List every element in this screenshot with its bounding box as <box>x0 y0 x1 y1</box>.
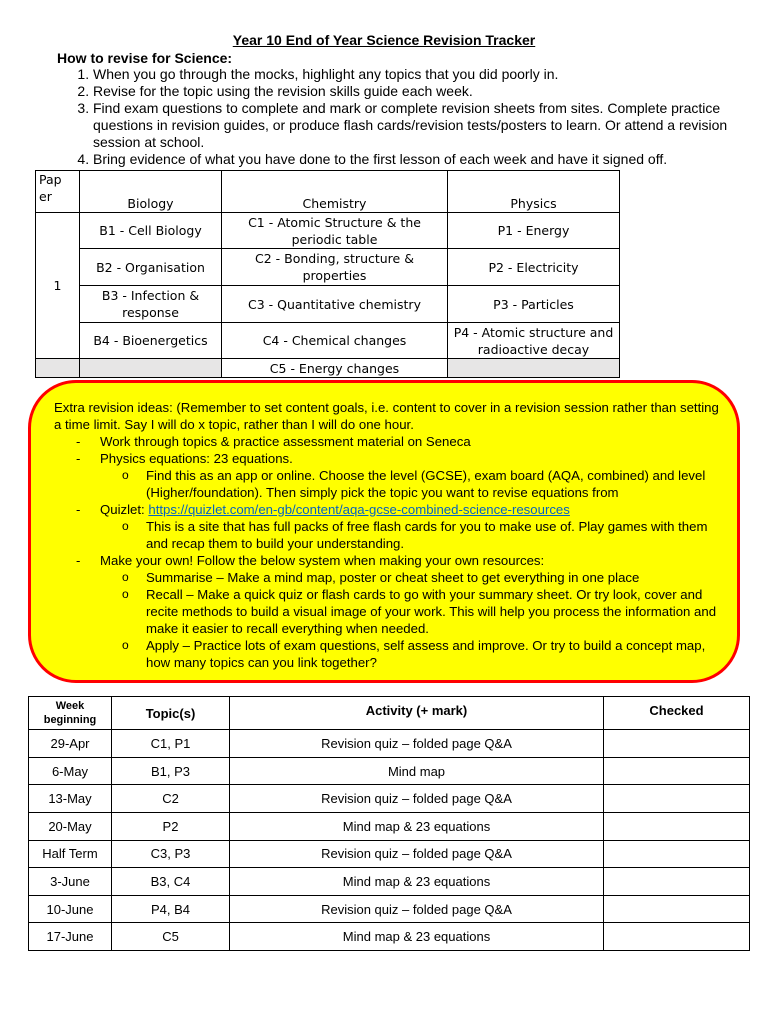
week-cell: 17-June <box>29 923 112 951</box>
extra-subitem: o Apply – Practice lots of exam questions, self assess and improve. Or try to build a concept map, how many topics can you link together? <box>54 637 724 671</box>
biology-topic: B1 - Cell Biology <box>80 213 222 249</box>
physics-topic: P4 - Atomic structure and radioactive decay <box>448 323 620 359</box>
activity-cell: Mind map & 23 equations <box>230 868 604 896</box>
topics-cell: C2 <box>112 785 230 813</box>
extra-item <box>54 501 724 518</box>
checked-cell[interactable] <box>604 895 750 923</box>
week-cell: Half Term <box>29 840 112 868</box>
biology-header: Biology <box>80 171 222 213</box>
extra-ideas-text <box>54 399 724 671</box>
physics-topic: P3 - Particles <box>448 286 620 323</box>
extra-item: - Make your own! Follow the below system when making your own resources: <box>54 552 724 569</box>
document-title: Year 10 End of Year Science Revision Tracker <box>232 32 536 48</box>
tracker-header-row <box>29 697 750 730</box>
week-cell: 6-May <box>29 757 112 785</box>
extra-subitem: o Find this as an app or online. Choose the level (GCSE), exam board (AQA, combined) and level (Higher/foundation). Then simply pick the topic you want to revise equations from <box>54 467 724 501</box>
checked-cell[interactable] <box>604 812 750 840</box>
chemistry-topic: C1 - Atomic Structure & the periodic table <box>222 213 448 249</box>
extra-subitem: o This is a site that has full packs of free flash cards for you to make use of. Play games with them and recap them to build your understanding. <box>54 518 724 552</box>
week-header: Week beginning <box>29 697 112 730</box>
activity-cell: Revision quiz – folded page Q&A <box>230 895 604 923</box>
activity-cell: Mind map & 23 equations <box>230 812 604 840</box>
tracker-row <box>29 757 750 785</box>
extra-item: - Physics equations: 23 equations. <box>54 450 724 467</box>
checked-cell[interactable] <box>604 923 750 951</box>
checked-cell[interactable] <box>604 730 750 758</box>
tracker-row <box>29 785 750 813</box>
physics-topic: P2 - Electricity <box>448 249 620 286</box>
extra-intro: Extra revision ideas: (Remember to set content goals, i.e. content to cover in a revision session rather than setting a time limit. Say I will do x topic, rather than I will do one hour. <box>54 400 719 432</box>
biology-topic: B4 - Bioenergetics <box>80 323 222 359</box>
tracker-row <box>29 840 750 868</box>
paper-header: Pap er <box>36 171 80 213</box>
quizlet-label: Quizlet: <box>100 502 149 517</box>
topics-cell: B3, C4 <box>112 868 230 896</box>
activity-cell: Revision quiz – folded page Q&A <box>230 785 604 813</box>
howto-step: 2. Revise for the topic using the revision skills guide each week. <box>93 83 753 100</box>
tracker-row <box>29 868 750 896</box>
extra-list <box>54 433 724 671</box>
biology-topic: B2 - Organisation <box>80 249 222 286</box>
extra-subitem: o Recall – Make a quick quiz or flash cards to go with your summary sheet. Or try look, cover and recite methods to build a visual image of your work. This will help you process the information and make it easier to recall everything when needed. <box>54 586 724 637</box>
quizlet-link[interactable]: https://quizlet.com/en-gb/content/aqa-gcse-combined-science-resources <box>148 502 570 517</box>
tracker-row <box>29 895 750 923</box>
chemistry-topic: C4 - Chemical changes <box>222 323 448 359</box>
curriculum-row <box>36 323 620 359</box>
tracker-row <box>29 923 750 951</box>
topics-cell: P2 <box>112 812 230 840</box>
topics-cell: P4, B4 <box>112 895 230 923</box>
week-cell: 29-Apr <box>29 730 112 758</box>
checked-cell[interactable] <box>604 785 750 813</box>
week-cell: 3-June <box>29 868 112 896</box>
checked-cell[interactable] <box>604 757 750 785</box>
week-cell: 20-May <box>29 812 112 840</box>
biology-topic: B3 - Infection & response <box>80 286 222 323</box>
tracker-row <box>29 812 750 840</box>
howto-step: 4. Bring evidence of what you have done to the first lesson of each week and have it signed off. <box>93 151 753 168</box>
biology-topic <box>80 359 222 378</box>
checked-cell[interactable] <box>604 868 750 896</box>
topics-cell: C5 <box>112 923 230 951</box>
howto-step: 1. When you go through the mocks, highlight any topics that you did poorly in. <box>93 66 753 83</box>
curriculum-header-row <box>36 171 620 213</box>
topics-header: Topic(s) <box>112 697 230 730</box>
physics-topic <box>448 359 620 378</box>
week-cell: 13-May <box>29 785 112 813</box>
topics-cell: B1, P3 <box>112 757 230 785</box>
chemistry-topic: C2 - Bonding, structure & properties <box>222 249 448 286</box>
curriculum-table <box>35 170 620 378</box>
week-cell: 10-June <box>29 895 112 923</box>
chemistry-topic: C5 - Energy changes <box>222 359 448 378</box>
activity-cell: Mind map <box>230 757 604 785</box>
chemistry-topic: C3 - Quantitative chemistry <box>222 286 448 323</box>
activity-cell: Revision quiz – folded page Q&A <box>230 840 604 868</box>
paper-number: 1 <box>36 213 80 359</box>
howto-steps <box>56 66 753 168</box>
checked-header: Checked <box>604 697 750 730</box>
curriculum-row <box>36 213 620 249</box>
physics-topic: P1 - Energy <box>448 213 620 249</box>
curriculum-row <box>36 249 620 286</box>
revision-tracker-table <box>28 696 750 951</box>
empty-cell <box>36 359 80 378</box>
physics-header: Physics <box>448 171 620 213</box>
topics-cell: C1, P1 <box>112 730 230 758</box>
topics-cell: C3, P3 <box>112 840 230 868</box>
checked-cell[interactable] <box>604 840 750 868</box>
chemistry-header: Chemistry <box>222 171 448 213</box>
curriculum-row <box>36 359 620 378</box>
activity-cell: Revision quiz – folded page Q&A <box>230 730 604 758</box>
howto-step: 3. Find exam questions to complete and mark or complete revision sheets from sites. Complete practice questions in revision guides, or produce flash cards/revision tests/posters to learn. Or attend a revision session at school. <box>93 100 753 151</box>
curriculum-row <box>36 286 620 323</box>
activity-cell: Mind map & 23 equations <box>230 923 604 951</box>
tracker-row <box>29 730 750 758</box>
extra-item: - Work through topics & practice assessment material on Seneca <box>54 433 724 450</box>
activity-header: Activity (+ mark) <box>230 697 604 730</box>
howto-heading: How to revise for Science: <box>57 50 233 66</box>
extra-subitem: o Summarise – Make a mind map, poster or cheat sheet to get everything in one place <box>54 569 724 586</box>
